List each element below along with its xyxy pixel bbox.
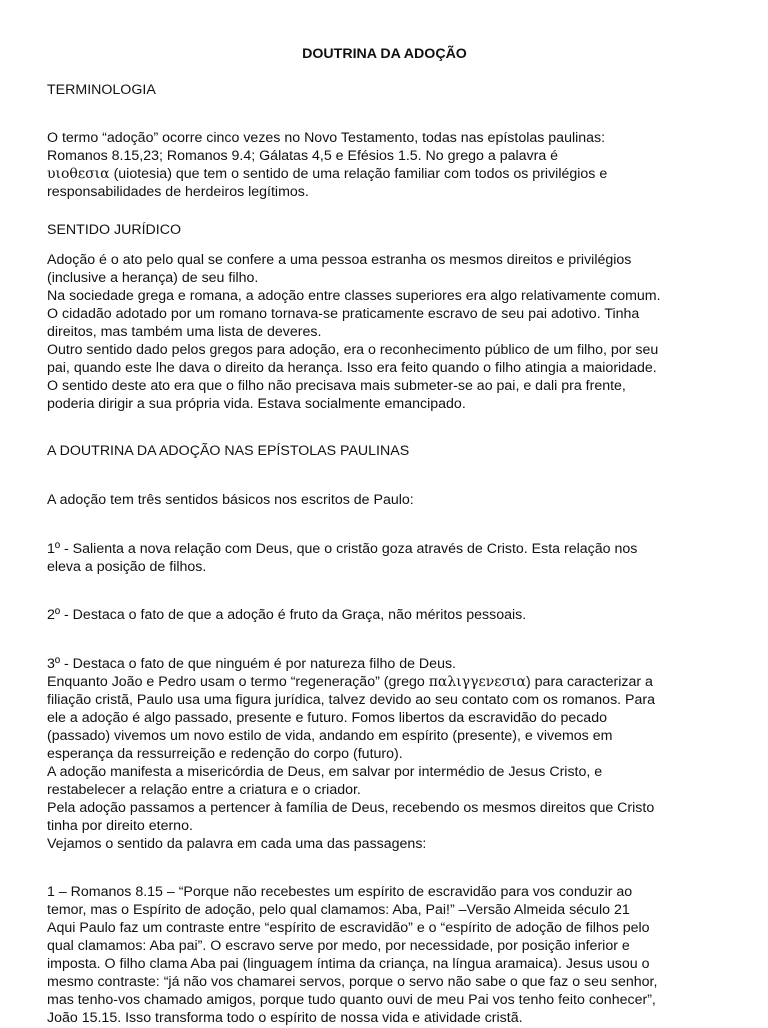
paragraph-line: ele a adoção é algo passado, presente e futuro. Fomos libertos da escravidão do pecado — [47, 710, 607, 726]
paragraph-line: A adoção manifesta a misericórdia de Deus, em salvar por intermédio de Jesus Cristo, e — [47, 764, 603, 780]
paragraph-line: temor, mas o Espírito de adoção, pelo qual clamamos: Aba, Pai!” –Versão Almeida século 21 — [47, 902, 630, 918]
paragraph-line: tinha por direito eterno. — [47, 818, 193, 834]
paragraph-line: imposta. O filho clama Aba pai (linguagem íntima da criança, na língua aramaica). Jesus usou o — [47, 956, 650, 972]
paragraph-line: mesmo contraste: “já não vos chamarei servos, porque o servo não sabe o que faz o seu senhor, — [47, 974, 658, 990]
paragraph-line — [47, 166, 607, 184]
paragraph-line — [47, 674, 653, 692]
heading-terminologia: TERMINOLOGIA — [47, 82, 156, 98]
greek-word: υιοθεσια — [47, 166, 110, 182]
paragraph-line: 1 – Romanos 8.15 – “Porque não recebestes um espírito de escravidão para vos conduzir ao — [47, 884, 633, 900]
paragraph-line: (passado) vivemos um novo estilo de vida, andando em espírito (presente), e vivemos em — [47, 728, 613, 744]
greek-word: παλιγγενεσια — [428, 674, 526, 690]
paragraph-line: filiação cristã, Paulo usa uma figura jurídica, talvez devido ao seu contato com os romanos. Para — [47, 692, 656, 708]
paragraph-line: Pela adoção passamos a pertencer à família de Deus, recebendo os mesmos direitos que Cristo — [47, 800, 655, 816]
paragraph-line: pai, quando este lhe dava o direito da herança. Isso era feito quando o filho atingia a maioridade. — [47, 360, 657, 376]
paragraph-text: Enquanto João e Pedro usam o termo “regeneração” (grego — [47, 674, 429, 690]
heading-epistolas: A DOUTRINA DA ADOÇÃO NAS EPÍSTOLAS PAULINAS — [47, 443, 410, 459]
paragraph-line: poderia dirigir a sua própria vida. Estava socialmente emancipado. — [47, 396, 466, 412]
paragraph-line: Outro sentido dado pelos gregos para adoção, era o reconhecimento público de um filho, por seu — [47, 342, 659, 358]
paragraph-line: restabelecer a relação entre a criatura e o criador. — [47, 782, 361, 798]
paragraph-text: (uiotesia) que tem o sentido de uma relação familiar com todos os privilégios e — [109, 166, 608, 182]
paragraph-line: Aqui Paulo faz um contraste entre “espírito de escravidão” e o “espírito de adoção de filhos pelo — [47, 920, 650, 936]
paragraph-line: A adoção tem três sentidos básicos nos escritos de Paulo: — [47, 492, 414, 508]
paragraph-line: 1º - Salienta a nova relação com Deus, que o cristão goza através de Cristo. Esta relação nos — [47, 541, 638, 557]
paragraph-line: O termo “adoção” ocorre cinco vezes no Novo Testamento, todas nas epístolas paulinas: — [47, 130, 606, 146]
paragraph-line: Romanos 8.15,23; Romanos 9.4; Gálatas 4,5 e Efésios 1.5. No grego a palavra é — [47, 148, 559, 164]
paragraph-line: responsabilidades de herdeiros legítimos. — [47, 184, 309, 200]
paragraph-line: 3º - Destaca o fato de que ninguém é por natureza filho de Deus. — [47, 656, 456, 672]
paragraph-text: ) para caracterizar a — [526, 674, 653, 690]
paragraph-line: mas tenho-vos chamado amigos, porque tudo quanto ouvi de meu Pai vos tenho feito conhecer”, — [47, 992, 656, 1008]
paragraph-line: O sentido deste ato era que o filho não precisava mais submeter-se ao pai, e dali pra frente, — [47, 378, 626, 394]
paragraph-line: João 15.15. Isso transforma todo o espírito de nossa vida e atividade cristã. — [47, 1010, 523, 1026]
paragraph-line: 2º - Destaca o fato de que a adoção é fruto da Graça, não méritos pessoais. — [47, 607, 527, 623]
paragraph-line: esperança da ressurreição e redenção do corpo (futuro). — [47, 746, 403, 762]
paragraph-line: O cidadão adotado por um romano tornava-se praticamente escravo de seu pai adotivo. Tinha — [47, 306, 640, 322]
paragraph-line: direitos, mas também uma lista de deveres. — [47, 324, 322, 340]
paragraph-line: Na sociedade grega e romana, a adoção entre classes superiores era algo relativamente comum. — [47, 288, 661, 304]
paragraph-line: (inclusive a herança) de seu filho. — [47, 270, 259, 286]
paragraph-line: eleva a posição de filhos. — [47, 559, 207, 575]
paragraph-line: Vejamos o sentido da palavra em cada uma das passagens: — [47, 836, 427, 852]
paragraph-line: Adoção é o ato pelo qual se confere a uma pessoa estranha os mesmos direitos e privilégios — [47, 252, 632, 268]
page-title: DOUTRINA DA ADOÇÃO — [302, 46, 467, 62]
heading-sentido-juridico: SENTIDO JURÍDICO — [47, 222, 181, 238]
paragraph-line: qual clamamos: Aba pai”. O escravo serve por medo, por necessidade, por posição inferior e — [47, 938, 630, 954]
